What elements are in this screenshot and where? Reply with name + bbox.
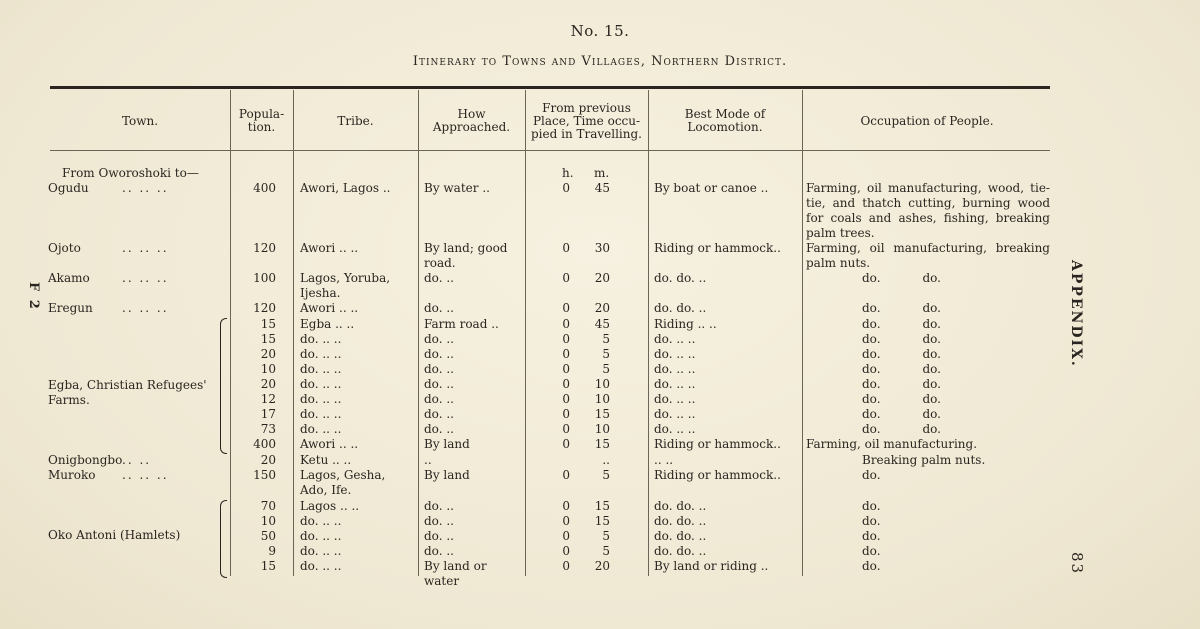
column-divider (418, 90, 419, 576)
town-name: Akamo (48, 271, 90, 285)
minutes-value: 15 (594, 437, 610, 451)
occupation-value: do. (862, 529, 881, 543)
document-number: No. 15. (570, 22, 630, 40)
column-divider (648, 90, 649, 576)
town-name: Muroko (48, 468, 96, 482)
hours-value: 0 (562, 559, 570, 573)
approach-value: By water .. (424, 181, 490, 195)
approach-value: By land; good road. (424, 241, 508, 270)
minutes-unit: m. (594, 166, 610, 180)
minutes-value: 15 (594, 407, 610, 421)
hours-value: 0 (562, 529, 570, 543)
locomotion-value: do. .. .. (654, 362, 696, 376)
hours-value: 0 (562, 317, 570, 331)
minutes-value: 15 (594, 514, 610, 528)
occupation-value: Farming, oil manufacturing. (806, 437, 978, 451)
locomotion-value: do. .. .. (654, 407, 696, 421)
occupation-value: do. (862, 468, 881, 482)
tribe-value: do. .. .. (300, 362, 342, 376)
population-value: 400 (253, 181, 276, 195)
leader-dots: .. .. .. (122, 468, 169, 482)
locomotion-value: do. .. .. (654, 332, 696, 346)
column-header-locomotion: Best Mode of Locomotion. (684, 107, 766, 134)
population-value: 120 (253, 301, 276, 315)
minutes-value: 20 (594, 301, 610, 315)
minutes-value: 5 (602, 544, 610, 558)
approach-value: .. (424, 453, 432, 467)
intro-text: From Oworoshoki to— (62, 166, 199, 180)
tribe-value: do. .. .. (300, 392, 342, 406)
leader-dots: .. .. .. (122, 271, 169, 285)
population-value: 15 (260, 559, 276, 573)
population-value: 15 (260, 332, 276, 346)
approach-value: do. .. (424, 271, 454, 285)
group-label-egba: Egba, Christian Refugees' Farms. (48, 378, 207, 407)
approach-value: do. .. (424, 422, 454, 436)
locomotion-value: By land or riding .. (654, 559, 769, 573)
occupation-value: do. do. (862, 392, 941, 406)
tribe-value: do. .. .. (300, 529, 342, 543)
town-name: Eregun (48, 301, 93, 315)
tribe-value: do. .. .. (300, 407, 342, 421)
tribe-value: Awori, Lagos .. (300, 181, 391, 195)
population-value: 9 (268, 544, 276, 558)
approach-value: do. .. (424, 301, 454, 315)
tribe-value: Awori .. .. (300, 437, 359, 451)
tribe-value: Ketu .. .. (300, 453, 352, 467)
locomotion-value: do. .. .. (654, 377, 696, 391)
hours-value: 0 (562, 377, 570, 391)
occupation-value: do. (862, 559, 881, 573)
header-rule (50, 150, 1050, 151)
hours-value: 0 (562, 241, 570, 255)
locomotion-value: do. do. .. (654, 529, 707, 543)
approach-value: By land or water (424, 559, 487, 588)
locomotion-value: do. do. .. (654, 499, 707, 513)
hours-value: 0 (562, 422, 570, 436)
population-value: 12 (260, 392, 276, 406)
approach-value: do. .. (424, 332, 454, 346)
column-header-town: Town. (121, 113, 159, 128)
tribe-value: do. .. .. (300, 514, 342, 528)
minutes-value: 5 (602, 529, 610, 543)
hours-value: 0 (562, 407, 570, 421)
leader-dots: .. .. .. (122, 301, 169, 315)
hours-value: 0 (562, 468, 570, 482)
column-header-population: Popula- tion. (238, 107, 285, 134)
tribe-value: do. .. .. (300, 544, 342, 558)
hours-value: 0 (562, 301, 570, 315)
locomotion-value: do. .. .. (654, 347, 696, 361)
occupation-value: Breaking palm nuts. (862, 453, 986, 467)
minutes-value: 5 (602, 362, 610, 376)
occupation-value: do. do. (862, 362, 941, 376)
hours-value: 0 (562, 347, 570, 361)
hours-value: 0 (562, 392, 570, 406)
approach-value: do. .. (424, 514, 454, 528)
tribe-value: do. .. .. (300, 347, 342, 361)
minutes-value: 10 (594, 392, 610, 406)
occupation-value: do. do. (862, 377, 941, 391)
minutes-value: .. (602, 453, 610, 467)
occupation-value: do. (862, 544, 881, 558)
column-divider (525, 90, 526, 576)
column-header-occupation: Occupation of People. (860, 113, 994, 128)
occupation-value: do. do. (862, 422, 941, 436)
group-label-oko-antoni: Oko Antoni (Hamlets) (48, 528, 181, 542)
approach-value: Farm road .. (424, 317, 499, 331)
approach-value: do. .. (424, 499, 454, 513)
minutes-value: 45 (594, 317, 610, 331)
tribe-value: Lagos, Gesha, Ado, Ife. (300, 468, 386, 497)
occupation-value: do. do. (862, 407, 941, 421)
minutes-value: 10 (594, 377, 610, 391)
minutes-value: 5 (602, 332, 610, 346)
locomotion-value: Riding or hammock.. (654, 468, 781, 482)
approach-value: do. .. (424, 529, 454, 543)
top-rule (50, 86, 1050, 89)
minutes-value: 10 (594, 422, 610, 436)
population-value: 17 (260, 407, 276, 421)
column-divider (802, 90, 803, 576)
locomotion-value: Riding .. .. (654, 317, 717, 331)
column-divider (230, 90, 231, 576)
appendix-label: APPENDIX. (1068, 260, 1084, 368)
tribe-value: Lagos .. .. (300, 499, 360, 513)
locomotion-value: do. do. .. (654, 271, 707, 285)
minutes-value: 20 (594, 271, 610, 285)
hours-value: 0 (562, 181, 570, 195)
population-value: 400 (253, 437, 276, 451)
minutes-value: 15 (594, 499, 610, 513)
hours-value: 0 (562, 437, 570, 451)
approach-value: do. .. (424, 362, 454, 376)
tribe-value: Lagos, Yoruba, Ijesha. (300, 271, 391, 300)
hours-value: 0 (562, 332, 570, 346)
population-value: 73 (260, 422, 276, 436)
locomotion-value: do. .. .. (654, 422, 696, 436)
locomotion-value: By boat or canoe .. (654, 181, 769, 195)
left-margin-mark: F 2 (26, 282, 41, 311)
minutes-value: 5 (602, 468, 610, 482)
hours-value: 0 (562, 271, 570, 285)
occupation-value: do. do. (862, 271, 941, 285)
hours-value: 0 (562, 499, 570, 513)
occupation-value: do. do. (862, 317, 941, 331)
occupation-value: Farming, oil manufacturing, wood, tie-tie, and thatch cutting, burning wood for coals and ashes, fishing, breaking palm trees. (806, 181, 1050, 240)
approach-value: do. .. (424, 377, 454, 391)
approach-value: do. .. (424, 544, 454, 558)
minutes-value: 5 (602, 347, 610, 361)
occupation-value: do. do. (862, 301, 941, 315)
column-header-tribe: Tribe. (337, 113, 374, 128)
locomotion-value: do. do. .. (654, 514, 707, 528)
locomotion-value: Riding or hammock.. (654, 241, 781, 255)
tribe-value: do. .. .. (300, 559, 342, 573)
tribe-value: do. .. .. (300, 332, 342, 346)
approach-value: do. .. (424, 407, 454, 421)
tribe-value: Egba .. .. (300, 317, 355, 331)
population-value: 150 (253, 468, 276, 482)
document-title: Itinerary to Towns and Villages, Northern District. (412, 54, 788, 69)
occupation-value: Farming, oil manufacturing, breaking palm nuts. (806, 241, 1050, 270)
population-value: 100 (253, 271, 276, 285)
hours-value: 0 (562, 514, 570, 528)
occupation-value: do. (862, 499, 881, 513)
leader-dots: .. .. .. (122, 181, 169, 195)
population-value: 20 (260, 453, 276, 467)
occupation-value: do. do. (862, 347, 941, 361)
minutes-value: 20 (594, 559, 610, 573)
locomotion-value: .. .. (654, 453, 674, 467)
population-value: 10 (260, 514, 276, 528)
population-value: 50 (260, 529, 276, 543)
locomotion-value: Riding or hammock.. (654, 437, 781, 451)
population-value: 20 (260, 347, 276, 361)
column-divider (293, 90, 294, 576)
column-header-time: From previous Place, Time occu- pied in Travelling. (530, 100, 642, 141)
approach-value: By land (424, 468, 470, 482)
minutes-value: 45 (594, 181, 610, 195)
page-number: 83 (1068, 552, 1086, 576)
hours-value: 0 (562, 544, 570, 558)
occupation-value: do. (862, 514, 881, 528)
brace-oko-antoni (220, 500, 227, 578)
locomotion-value: do. .. .. (654, 392, 696, 406)
hours-unit: h. (562, 166, 574, 180)
locomotion-value: do. do. .. (654, 544, 707, 558)
population-value: 10 (260, 362, 276, 376)
tribe-value: Awori .. .. (300, 241, 359, 255)
population-value: 70 (260, 499, 276, 513)
population-value: 20 (260, 377, 276, 391)
column-header-how-approached: How Approached. (432, 107, 511, 134)
tribe-value: do. .. .. (300, 422, 342, 436)
occupation-value: do. do. (862, 332, 941, 346)
population-value: 120 (253, 241, 276, 255)
locomotion-value: do. do. .. (654, 301, 707, 315)
town-name: Ogudu (48, 181, 89, 195)
approach-value: do. .. (424, 347, 454, 361)
population-value: 15 (260, 317, 276, 331)
tribe-value: Awori .. .. (300, 301, 359, 315)
approach-value: By land (424, 437, 470, 451)
hours-value: 0 (562, 362, 570, 376)
leader-dots: .. .. (122, 453, 152, 467)
town-name: Ojoto (48, 241, 81, 255)
approach-value: do. .. (424, 392, 454, 406)
town-name: Onigbongbo (48, 453, 123, 467)
leader-dots: .. .. .. (122, 241, 169, 255)
tribe-value: do. .. .. (300, 377, 342, 391)
minutes-value: 30 (594, 241, 610, 255)
